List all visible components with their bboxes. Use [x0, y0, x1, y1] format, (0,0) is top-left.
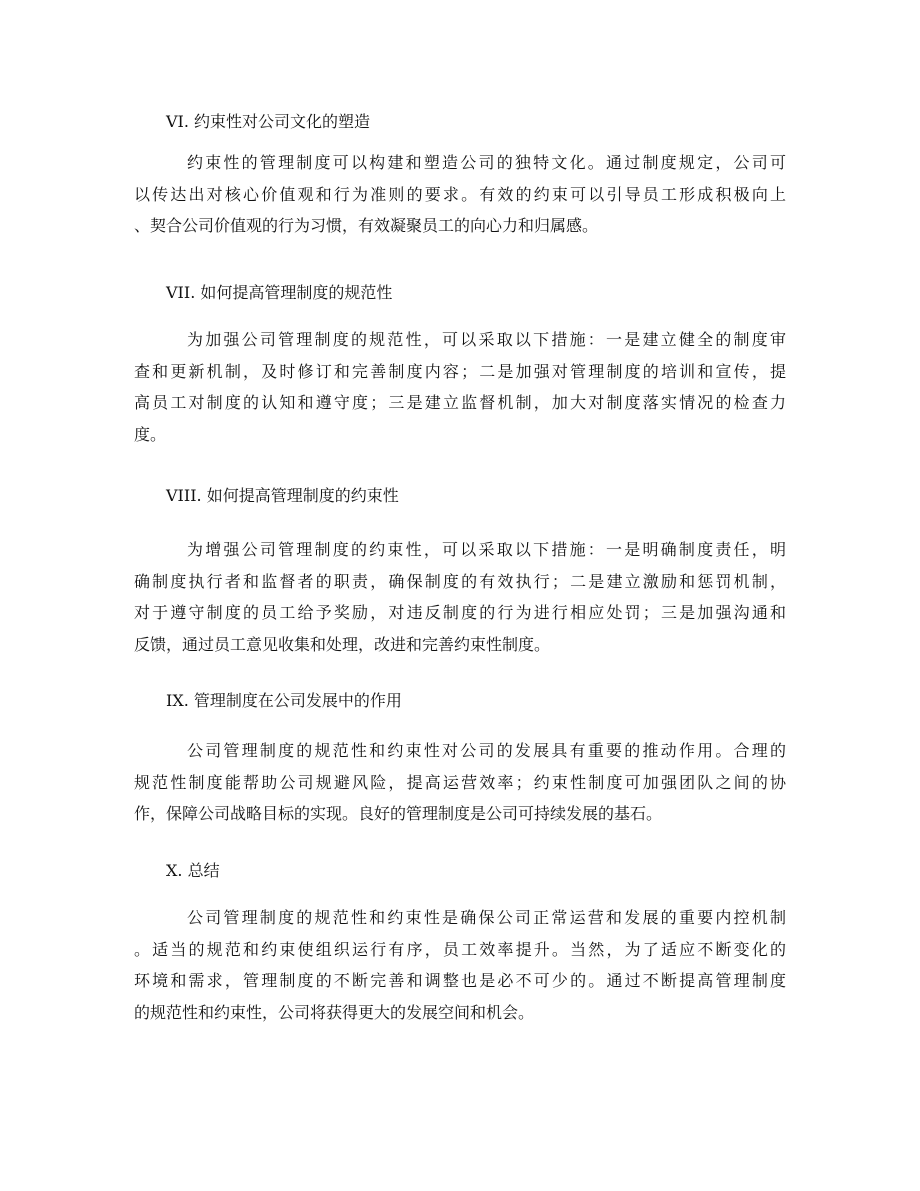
- paragraph-line: 度。: [134, 424, 167, 444]
- section-heading-vi: VI. 约束性对公司文化的塑造: [166, 112, 371, 131]
- paragraph-line: 规范性制度能帮助公司规避风险，提高运营效率；约束性制度可加强团队之间的协: [134, 772, 786, 792]
- section-heading-x: X. 总结: [166, 861, 220, 880]
- section-paragraph-vii: [134, 324, 786, 450]
- paragraph-line: 反馈，通过员工意见收集和处理，改进和完善约束性制度。: [134, 634, 551, 654]
- paragraph-line: 为加强公司管理制度的规范性，可以采取以下措施：一是建立健全的制度审: [187, 330, 786, 349]
- paragraph-line: 公司管理制度的规范性和约束性是确保公司正常运营和发展的重要内控机制: [187, 908, 786, 927]
- paragraph-line: 为增强公司管理制度的约束性，可以采取以下措施：一是明确制度责任，明: [187, 540, 786, 559]
- paragraph-line: 确制度执行者和监督者的职责，确保制度的有效执行；二是建立激励和惩罚机制，: [134, 571, 786, 591]
- section-heading-vii: VII. 如何提高管理制度的规范性: [166, 283, 393, 302]
- paragraph-line: 查和更新机制，及时修订和完善制度内容；二是加强对管理制度的培训和宣传，提: [134, 361, 786, 381]
- paragraph-line: 高员工对制度的认知和遵守度；三是建立监督机制，加大对制度落实情况的检查力: [134, 393, 786, 412]
- paragraph-line: 对于遵守制度的员工给予奖励，对违反制度的行为进行相应处罚；三是加强沟通和: [134, 603, 786, 622]
- section-paragraph-viii: [134, 534, 786, 660]
- paragraph-line: 环境和需求，管理制度的不断完善和调整也是必不可少的。通过不断提高管理制度: [134, 971, 786, 990]
- section-heading-ix: IX. 管理制度在公司发展中的作用: [166, 691, 402, 710]
- paragraph-line: 。适当的规范和约束使组织运行有序，员工效率提升。当然，为了适应不断变化的: [134, 939, 786, 959]
- paragraph-line: 约束性的管理制度可以构建和塑造公司的独特文化。通过制度规定，公司可: [187, 153, 786, 172]
- section-paragraph-x: [134, 902, 786, 1028]
- paragraph-line: 、契合公司价值观的行为习惯，有效凝聚员工的向心力和归属感。: [134, 216, 599, 235]
- paragraph-line: 以传达出对核心价值观和行为准则的要求。有效的约束可以引导员工形成积极向上: [134, 184, 786, 204]
- section-heading-viii: VIII. 如何提高管理制度的约束性: [166, 486, 399, 505]
- paragraph-line: 的规范性和约束性，公司将获得更大的发展空间和机会。: [134, 1002, 535, 1022]
- paragraph-line: 公司管理制度的规范性和约束性对公司的发展具有重要的推动作用。合理的: [187, 741, 786, 760]
- section-paragraph-ix: [134, 735, 786, 830]
- paragraph-line: 作，保障公司战略目标的实现。良好的管理制度是公司可持续发展的基石。: [134, 804, 663, 823]
- section-paragraph-vi: [134, 147, 786, 242]
